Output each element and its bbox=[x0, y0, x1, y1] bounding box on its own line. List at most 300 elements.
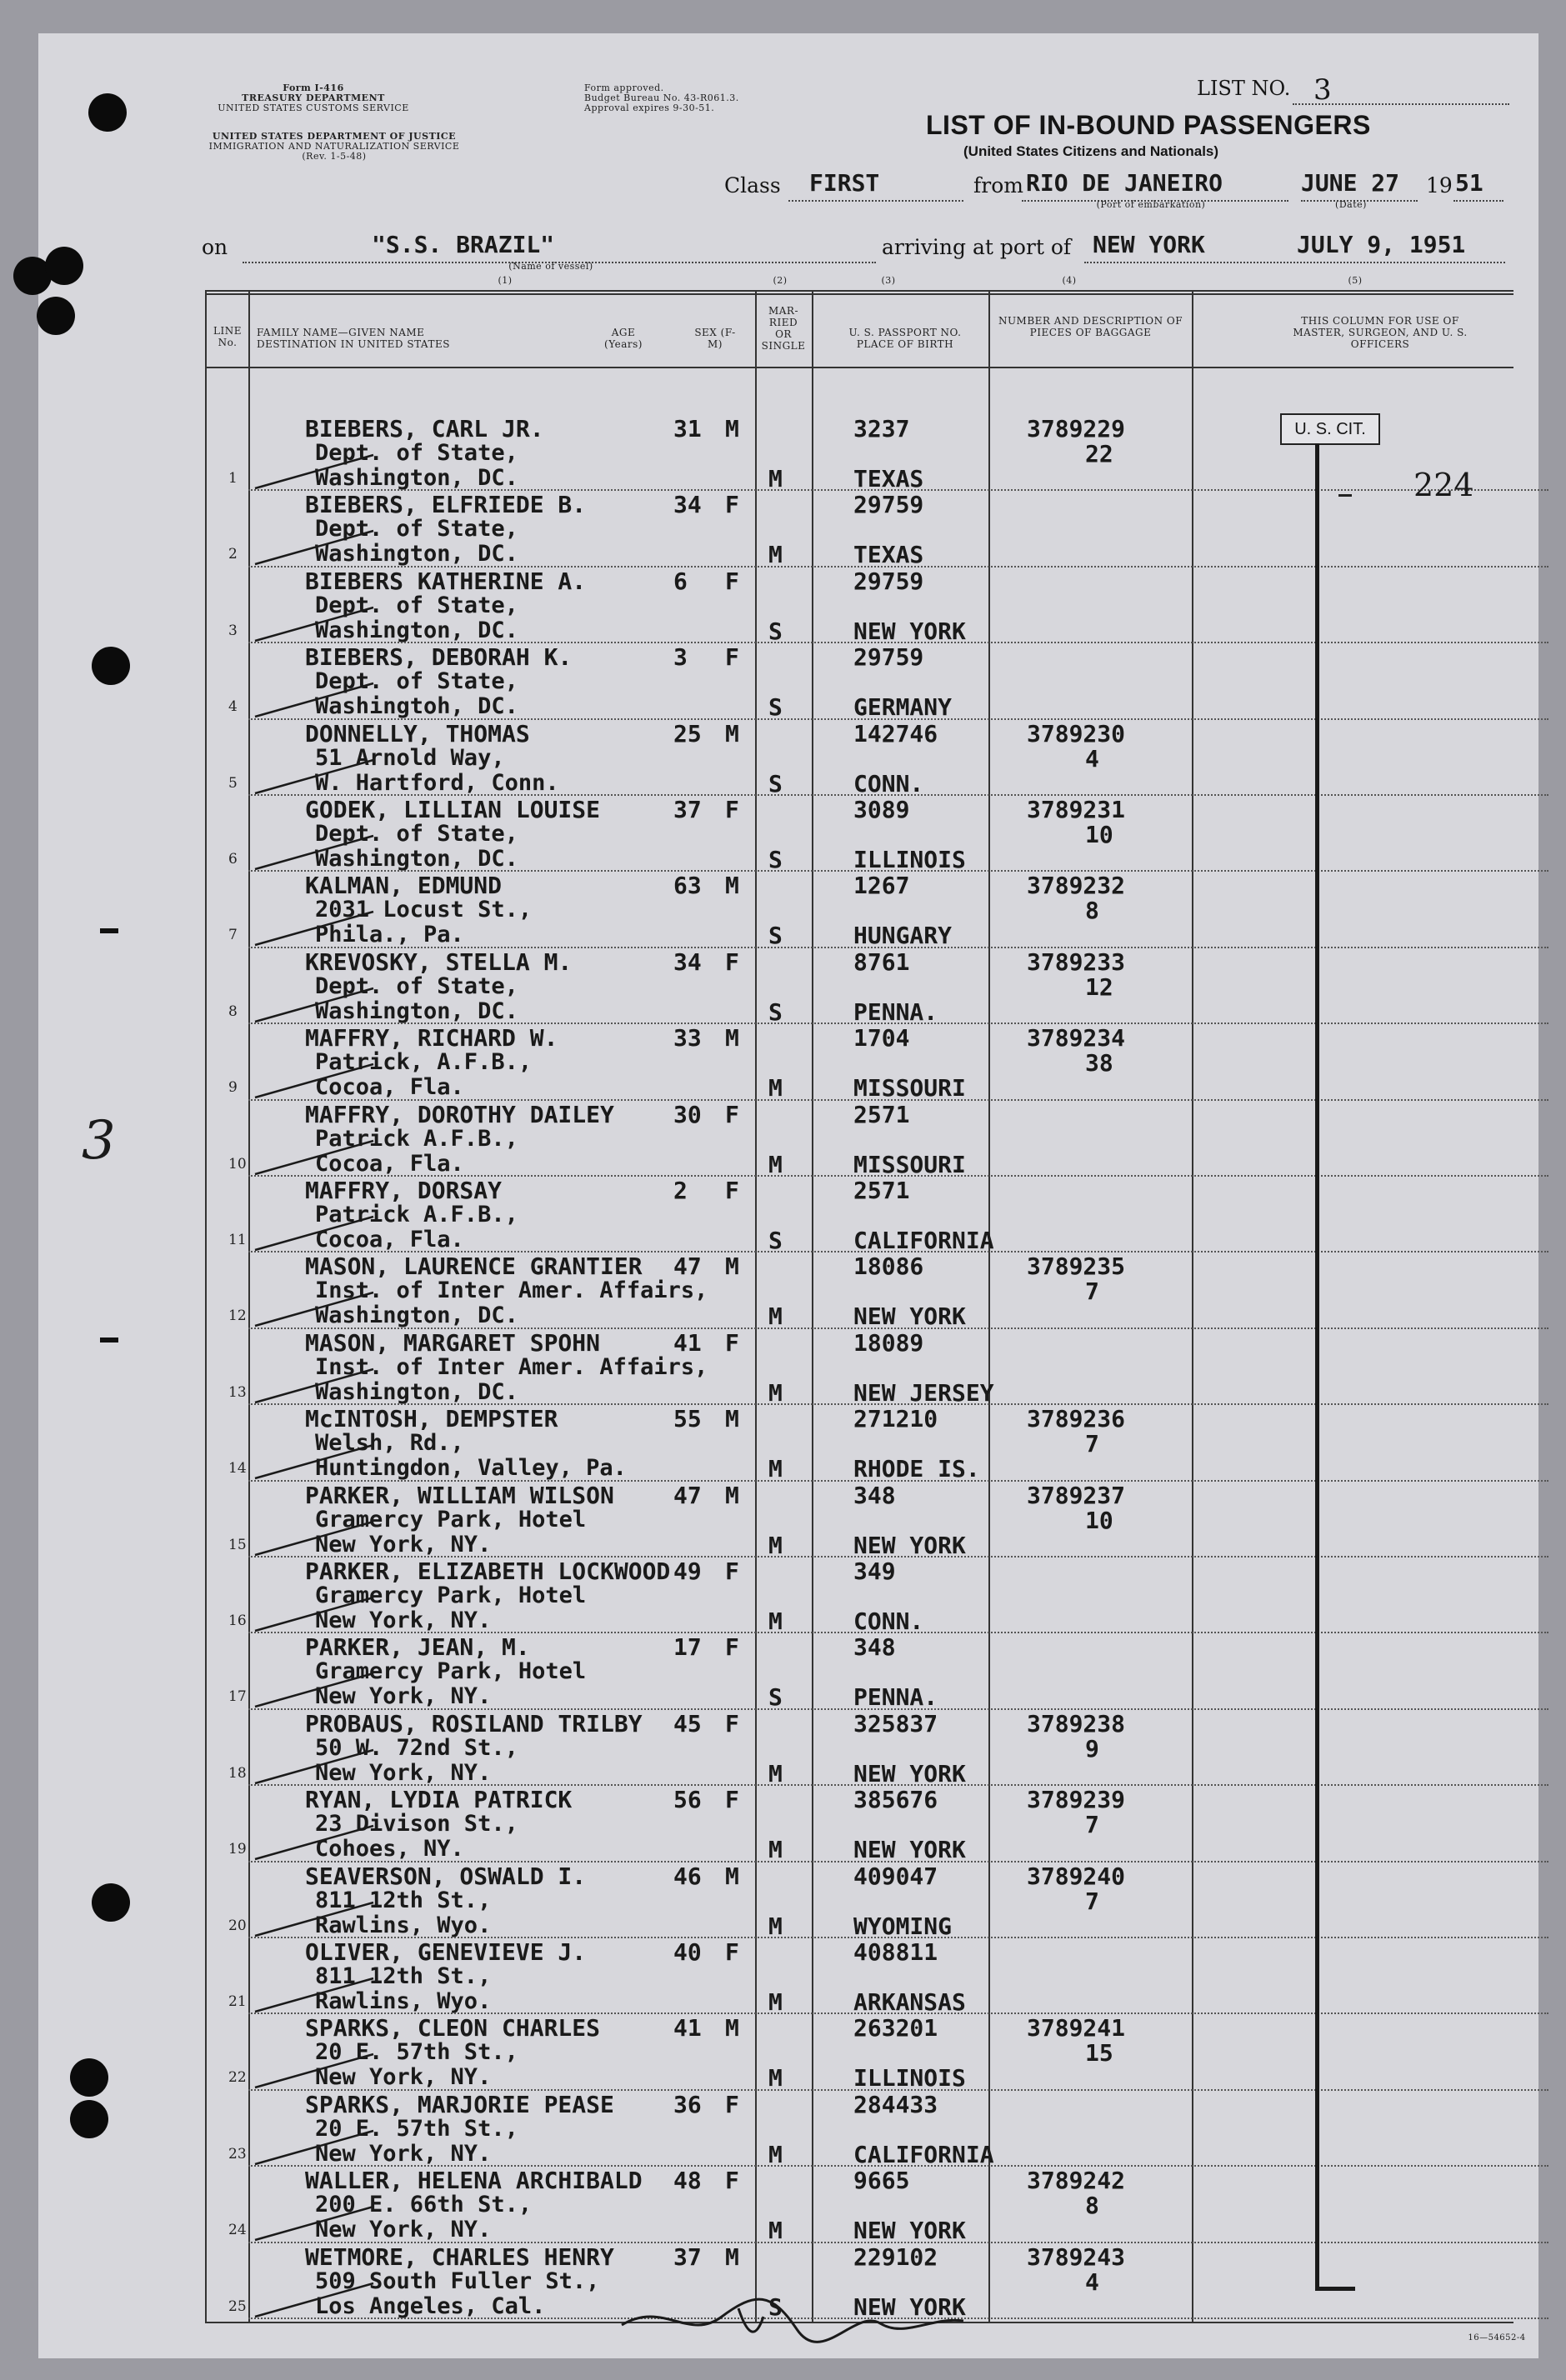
line-number: 4 bbox=[228, 698, 238, 716]
manifest-sheet bbox=[38, 33, 1538, 2358]
passport-number: 2571 bbox=[853, 1100, 910, 1128]
from-label: from bbox=[973, 173, 1023, 198]
age-value: 25 bbox=[673, 719, 702, 748]
sex-value: M bbox=[725, 1405, 739, 1433]
age-value: 2 bbox=[673, 1177, 688, 1204]
passport-number: 1704 bbox=[853, 1024, 910, 1052]
place-of-birth: ARKANSAS bbox=[853, 1988, 966, 2016]
sex-value: F bbox=[725, 1177, 739, 1204]
sex-value: F bbox=[725, 1786, 739, 1814]
passport-number: 18089 bbox=[853, 1328, 924, 1357]
form-approved: Form approved. bbox=[584, 82, 664, 93]
port-embarkation-caption: (Port of embarkation) bbox=[1096, 199, 1206, 210]
embark-date-caption: (Date) bbox=[1335, 199, 1367, 210]
list-no-label: LIST NO. bbox=[1197, 77, 1291, 100]
destination-line-1: Gramercy Park, Hotel bbox=[315, 1582, 587, 1608]
passenger-name: BIEBERS, ELFRIEDE B. bbox=[305, 491, 587, 519]
destination-line-1: Dept. of State, bbox=[315, 440, 518, 466]
approval-expires: Approval expires 9-30-51. bbox=[584, 102, 715, 113]
binder-hole bbox=[70, 2100, 108, 2138]
age-value: 47 bbox=[673, 1252, 702, 1281]
count-dash bbox=[1338, 494, 1352, 497]
passenger-name: BIEBERS, DEBORAH K. bbox=[305, 643, 573, 672]
destination-line-2: Los Angeles, Cal. bbox=[315, 2292, 546, 2319]
justice-dept: UNITED STATES DEPARTMENT OF JUSTICE bbox=[212, 131, 457, 142]
destination-line-1: Inst. of Inter Amer. Affairs, bbox=[315, 1278, 708, 1304]
margin-dash bbox=[100, 1338, 118, 1342]
place-of-birth: PENNA. bbox=[853, 998, 938, 1026]
sex-value: M bbox=[725, 415, 739, 442]
passport-number: 325837 bbox=[853, 1709, 938, 1738]
age-value: 37 bbox=[673, 796, 702, 823]
passport-number: 284433 bbox=[853, 2090, 938, 2118]
class-value: FIRST bbox=[809, 169, 880, 197]
col-header-officers: THIS COLUMN FOR USE OF MASTER, SURGEON, AND U. S. OFFICERS bbox=[1293, 315, 1468, 350]
passport-number: 3089 bbox=[853, 796, 910, 823]
line-number: 20 bbox=[228, 1917, 247, 1934]
destination-line-2: Washington, DC. bbox=[315, 846, 518, 872]
passport-number: 3237 bbox=[853, 415, 910, 442]
passenger-name: OLIVER, GENEVIEVE J. bbox=[305, 1938, 587, 1966]
line-number: 14 bbox=[228, 1460, 247, 1478]
age-value: 17 bbox=[673, 1633, 702, 1662]
passport-number: 2571 bbox=[853, 1177, 910, 1204]
check-mark bbox=[248, 2277, 382, 2327]
passenger-name: SEAVERSON, OSWALD I. bbox=[305, 1862, 587, 1890]
line-number: 18 bbox=[228, 1764, 247, 1782]
passenger-name: PROBAUS, ROSILAND TRILBY bbox=[305, 1709, 643, 1738]
destination-line-1: Patrick, A.F.B., bbox=[315, 1049, 533, 1076]
binder-hole bbox=[70, 2058, 108, 2097]
marital-status: M bbox=[768, 2140, 783, 2168]
destination-line-2: Washington, DC. bbox=[315, 617, 518, 643]
passport-number: 348 bbox=[853, 1481, 896, 1509]
margin-handwritten-mark: 3 bbox=[82, 1110, 116, 1172]
age-value: 3 bbox=[673, 643, 688, 672]
age-value: 41 bbox=[673, 1328, 702, 1357]
marital-status: M bbox=[768, 1074, 783, 1102]
passenger-name: MAFFRY, DOROTHY DAILEY bbox=[305, 1100, 614, 1128]
list-no-value: 3 bbox=[1313, 73, 1332, 107]
destination-line-2: Washington, DC. bbox=[315, 998, 518, 1024]
col-header-passport: U. S. PASSPORT NO. PLACE OF BIRTH bbox=[848, 327, 962, 350]
baggage-number: 3789234 bbox=[1027, 1024, 1126, 1052]
baggage-number: 3789240 bbox=[1027, 1862, 1126, 1890]
passenger-name: McINTOSH, DEMPSTER bbox=[305, 1405, 558, 1433]
passenger-name: BIEBERS KATHERINE A. bbox=[305, 567, 587, 595]
col-header-age: AGE (Years) bbox=[604, 327, 643, 350]
passenger-name: GODEK, LILLIAN LOUISE bbox=[305, 796, 601, 823]
page-subtitle: (United States Citizens and Nationals) bbox=[963, 143, 1219, 159]
destination-line-1: Dept. of State, bbox=[315, 972, 518, 999]
marital-status: M bbox=[768, 1302, 783, 1331]
destination-line-1: 2031 Locust St., bbox=[315, 897, 533, 923]
passport-number: 271210 bbox=[853, 1405, 938, 1433]
budget-bureau: Budget Bureau No. 43-R061.3. bbox=[584, 92, 739, 103]
marital-status: M bbox=[768, 465, 783, 492]
destination-line-2: New York, NY. bbox=[315, 2217, 492, 2243]
sex-value: F bbox=[725, 567, 739, 595]
passport-number: 8761 bbox=[853, 948, 910, 976]
marital-status: M bbox=[768, 1836, 783, 1864]
baggage-pieces: 8 bbox=[1085, 897, 1099, 925]
treasury-dept: TREASURY DEPARTMENT bbox=[242, 92, 385, 103]
passenger-name: MASON, LAURENCE GRANTIER bbox=[305, 1252, 643, 1281]
place-of-birth: NEW YORK bbox=[853, 1302, 966, 1331]
footer-code: 16—54652-4 bbox=[1468, 2333, 1526, 2342]
col-header-line-no: LINE No. bbox=[213, 325, 242, 348]
line-number: 13 bbox=[228, 1383, 247, 1401]
baggage-number: 3789233 bbox=[1027, 948, 1126, 976]
place-of-birth: NEW YORK bbox=[853, 617, 966, 645]
passport-number: 18086 bbox=[853, 1252, 924, 1281]
passenger-name: PARKER, ELIZABETH LOCKWOOD bbox=[305, 1558, 671, 1585]
binder-hole bbox=[37, 297, 75, 335]
passport-number: 1267 bbox=[853, 872, 910, 900]
arrival-port: NEW YORK bbox=[1093, 231, 1205, 258]
destination-line-2: New York, NY. bbox=[315, 2064, 492, 2091]
line-number: 9 bbox=[228, 1079, 238, 1097]
destination-line-1: Gramercy Park, Hotel bbox=[315, 1506, 587, 1532]
officer-bracket-line bbox=[1315, 443, 1319, 2290]
baggage-pieces: 4 bbox=[1085, 2268, 1099, 2296]
destination-line-1: Dept. of State, bbox=[315, 516, 518, 542]
marital-status: M bbox=[768, 541, 783, 569]
baggage-pieces: 4 bbox=[1085, 744, 1099, 772]
marital-status: S bbox=[768, 1227, 783, 1254]
age-value: 41 bbox=[673, 2014, 702, 2042]
port-embarkation: RIO DE JANEIRO bbox=[1026, 169, 1223, 197]
age-value: 48 bbox=[673, 2167, 702, 2195]
form-header-left bbox=[188, 83, 438, 113]
col-header-sex: SEX (F-M) bbox=[694, 327, 736, 350]
destination-line-1: 51 Arnold Way, bbox=[315, 744, 505, 771]
form-number: Form I-416 bbox=[283, 82, 344, 93]
arriving-label: arriving at port of bbox=[882, 235, 1072, 259]
sex-value: M bbox=[725, 2014, 739, 2042]
passenger-name: PARKER, WILLIAM WILSON bbox=[305, 1481, 614, 1509]
baggage-number: 3789241 bbox=[1027, 2014, 1126, 2042]
baggage-pieces: 12 bbox=[1085, 972, 1113, 1001]
binder-hole bbox=[92, 1883, 130, 1922]
destination-line-2: Cocoa, Fla. bbox=[315, 1227, 464, 1252]
marital-status: M bbox=[768, 1608, 783, 1635]
destination-line-2: Huntingdon, Valley, Pa. bbox=[315, 1455, 627, 1482]
destination-line-1: Dept. of State, bbox=[315, 821, 518, 847]
place-of-birth: NEW YORK bbox=[853, 1531, 966, 1559]
place-of-birth: MISSOURI bbox=[853, 1074, 966, 1102]
age-value: 36 bbox=[673, 2090, 702, 2118]
destination-line-1: Inst. of Inter Amer. Affairs, bbox=[315, 1353, 708, 1380]
place-of-birth: RHODE IS. bbox=[853, 1455, 980, 1483]
destination-line-2: Cocoa, Fla. bbox=[315, 1074, 464, 1101]
place-of-birth: CONN. bbox=[853, 769, 924, 798]
baggage-pieces: 22 bbox=[1085, 440, 1113, 468]
sex-value: F bbox=[725, 1709, 739, 1738]
destination-line-1: Dept. of State, bbox=[315, 668, 518, 695]
baggage-number: 3789229 bbox=[1027, 415, 1126, 442]
destination-line-1: 811 12th St., bbox=[315, 1887, 492, 1913]
citizen-count: 224 bbox=[1413, 467, 1474, 503]
marital-status: S bbox=[768, 922, 783, 950]
binder-hole bbox=[92, 647, 130, 685]
destination-line-1: Patrick A.F.B., bbox=[315, 1125, 518, 1152]
line-number: 3 bbox=[228, 622, 238, 639]
age-value: 33 bbox=[673, 1024, 702, 1052]
place-of-birth: NEW YORK bbox=[853, 2292, 966, 2321]
destination-line-1: 509 South Fuller St., bbox=[315, 2268, 600, 2294]
line-number: 11 bbox=[228, 1232, 247, 1248]
place-of-birth: CONN. bbox=[853, 1608, 924, 1635]
age-value: 55 bbox=[673, 1405, 702, 1433]
sex-value: F bbox=[725, 2167, 739, 2195]
form-revision: (Rev. 1-5-48) bbox=[302, 151, 367, 162]
marital-status: S bbox=[768, 1683, 783, 1712]
baggage-pieces: 7 bbox=[1085, 1430, 1099, 1458]
baggage-number: 3789242 bbox=[1027, 2167, 1126, 2195]
baggage-pieces: 10 bbox=[1085, 1506, 1113, 1534]
line-number: 10 bbox=[228, 1155, 247, 1172]
line-number: 24 bbox=[228, 2222, 247, 2239]
line-number: 19 bbox=[228, 1841, 247, 1858]
us-citizen-stamp-text: U. S. CIT. bbox=[1294, 420, 1366, 438]
place-of-birth: ILLINOIS bbox=[853, 846, 966, 873]
line-number: 12 bbox=[228, 1308, 247, 1325]
baggage-number: 3789243 bbox=[1027, 2242, 1126, 2271]
passport-number: 142746 bbox=[853, 719, 938, 748]
destination-line-2: New York, NY. bbox=[315, 1759, 492, 1786]
baggage-pieces: 7 bbox=[1085, 1811, 1099, 1839]
form-approval bbox=[584, 83, 739, 113]
line-number: 5 bbox=[228, 774, 238, 792]
passenger-name: SPARKS, CLEON CHARLES bbox=[305, 2014, 601, 2042]
sex-value: M bbox=[725, 1862, 739, 1890]
passport-number: 263201 bbox=[853, 2014, 938, 2042]
us-citizen-stamp bbox=[1280, 413, 1380, 445]
baggage-number: 3789232 bbox=[1027, 872, 1126, 900]
margin-dash bbox=[100, 928, 118, 933]
age-value: 37 bbox=[673, 2242, 702, 2271]
baggage-pieces: 8 bbox=[1085, 2192, 1099, 2220]
place-of-birth: NEW JERSEY bbox=[853, 1378, 994, 1407]
passenger-name: KALMAN, EDMUND bbox=[305, 872, 503, 900]
sex-value: F bbox=[725, 643, 739, 672]
destination-line-1: Patrick A.F.B., bbox=[315, 1202, 518, 1228]
place-of-birth: WYOMING bbox=[853, 1912, 953, 1940]
baggage-number: 3789235 bbox=[1027, 1252, 1126, 1281]
line-number: 2 bbox=[228, 546, 238, 563]
passenger-name: PARKER, JEAN, M. bbox=[305, 1633, 530, 1662]
immigration-service: IMMIGRATION AND NATURALIZATION SERVICE bbox=[208, 141, 460, 152]
marital-status: M bbox=[768, 1150, 783, 1178]
passport-number: 348 bbox=[853, 1633, 896, 1662]
baggage-pieces: 10 bbox=[1085, 821, 1113, 848]
col-num-1: (1) bbox=[498, 275, 513, 286]
age-value: 63 bbox=[673, 872, 702, 900]
line-number: 22 bbox=[228, 2069, 247, 2087]
marital-status: S bbox=[768, 617, 783, 645]
passport-number: 408811 bbox=[853, 1938, 938, 1966]
sex-value: M bbox=[725, 1481, 739, 1509]
passenger-name: MASON, MARGARET SPOHN bbox=[305, 1328, 601, 1357]
destination-line-2: Washington, DC. bbox=[315, 541, 518, 568]
passenger-name: WALLER, HELENA ARCHIBALD bbox=[305, 2167, 643, 2195]
line-number: 23 bbox=[228, 2145, 247, 2162]
col-header-baggage: NUMBER AND DESCRIPTION OF PIECES OF BAGGAGE bbox=[998, 315, 1183, 338]
destination-line-2: Cohoes, NY. bbox=[315, 1836, 464, 1862]
place-of-birth: MISSOURI bbox=[853, 1150, 966, 1178]
destination-line-2: New York, NY. bbox=[315, 2140, 492, 2167]
marital-status: S bbox=[768, 846, 783, 873]
line-number: 16 bbox=[228, 1612, 247, 1629]
class-label: Class bbox=[724, 173, 781, 198]
destination-line-2: Washingtoh, DC. bbox=[315, 693, 518, 720]
age-value: 47 bbox=[673, 1481, 702, 1509]
marital-status: M bbox=[768, 1912, 783, 1940]
sex-value: M bbox=[725, 1252, 739, 1281]
destination-line-2: Washington, DC. bbox=[315, 465, 518, 491]
form-header-left-2 bbox=[197, 132, 472, 162]
age-value: 34 bbox=[673, 491, 702, 519]
place-of-birth: NEW YORK bbox=[853, 1759, 966, 1788]
sex-value: F bbox=[725, 1938, 739, 1966]
arrival-date: JULY 9, 1951 bbox=[1297, 231, 1466, 258]
page-title: LIST OF IN-BOUND PASSENGERS bbox=[926, 110, 1371, 140]
sex-value: M bbox=[725, 872, 739, 900]
customs-service: UNITED STATES CUSTOMS SERVICE bbox=[218, 102, 409, 113]
col-num-5: (5) bbox=[1348, 275, 1363, 286]
line-number: 6 bbox=[228, 851, 238, 868]
passport-number: 29759 bbox=[853, 491, 924, 519]
baggage-number: 3789238 bbox=[1027, 1709, 1126, 1738]
destination-line-2: Rawlins, Wyo. bbox=[315, 1912, 492, 1938]
destination-line-1: 20 E. 57th St., bbox=[315, 2115, 518, 2142]
col-num-4: (4) bbox=[1062, 275, 1077, 286]
sex-value: F bbox=[725, 491, 739, 519]
age-value: 34 bbox=[673, 948, 702, 976]
destination-line-1: 50 W. 72nd St., bbox=[315, 1734, 518, 1761]
passenger-name: RYAN, LYDIA PATRICK bbox=[305, 1786, 573, 1814]
destination-line-2: Washington, DC. bbox=[315, 1302, 518, 1329]
passenger-name: MAFFRY, DORSAY bbox=[305, 1177, 503, 1204]
line-number: 8 bbox=[228, 1002, 238, 1020]
sex-value: M bbox=[725, 1024, 739, 1052]
passport-number: 9665 bbox=[853, 2167, 910, 2195]
age-value: 40 bbox=[673, 1938, 702, 1966]
line-number: 17 bbox=[228, 1688, 247, 1706]
marital-status: M bbox=[768, 1455, 783, 1483]
baggage-number: 3789237 bbox=[1027, 1481, 1126, 1509]
marital-status: M bbox=[768, 2064, 783, 2092]
embark-date: JUNE 27 bbox=[1301, 169, 1400, 197]
place-of-birth: CALIFORNIA bbox=[853, 2140, 994, 2168]
marital-status: S bbox=[768, 998, 783, 1026]
place-of-birth: NEW YORK bbox=[853, 1836, 966, 1864]
sex-value: M bbox=[725, 719, 739, 748]
sex-value: F bbox=[725, 1100, 739, 1128]
sex-value: F bbox=[725, 2090, 739, 2118]
place-of-birth: PENNA. bbox=[853, 1683, 938, 1712]
place-of-birth: ILLINOIS bbox=[853, 2064, 966, 2092]
destination-line-1: 20 E. 57th St., bbox=[315, 2039, 518, 2066]
binder-hole bbox=[45, 247, 83, 285]
sex-value: F bbox=[725, 1558, 739, 1585]
sex-value: F bbox=[725, 948, 739, 976]
marital-status: S bbox=[768, 2292, 783, 2321]
destination-line-1: Gramercy Park, Hotel bbox=[315, 1658, 587, 1685]
marital-status: M bbox=[768, 1378, 783, 1407]
passport-number: 229102 bbox=[853, 2242, 938, 2271]
signature bbox=[613, 2283, 980, 2350]
baggage-pieces: 7 bbox=[1085, 1887, 1099, 1915]
col-num-2: (2) bbox=[773, 275, 788, 286]
vessel-caption: (Name of vessel) bbox=[508, 261, 593, 272]
age-value: 49 bbox=[673, 1558, 702, 1585]
sex-value: F bbox=[725, 796, 739, 823]
destination-line-2: New York, NY. bbox=[315, 1531, 492, 1558]
baggage-pieces: 15 bbox=[1085, 2039, 1113, 2068]
line-number: 15 bbox=[228, 1536, 247, 1553]
destination-line-2: Cocoa, Fla. bbox=[315, 1150, 464, 1177]
destination-line-1: 23 Divison St., bbox=[315, 1811, 518, 1838]
place-of-birth: CALIFORNIA bbox=[853, 1227, 994, 1254]
place-of-birth: NEW YORK bbox=[853, 2217, 966, 2245]
passport-number: 29759 bbox=[853, 567, 924, 595]
place-of-birth: HUNGARY bbox=[853, 922, 953, 950]
col-header-married: MAR-RIED OR SINGLE bbox=[761, 305, 806, 352]
line-number: 7 bbox=[228, 927, 238, 944]
age-value: 30 bbox=[673, 1100, 702, 1128]
passenger-name: BIEBERS, CARL JR. bbox=[305, 415, 544, 442]
marital-status: S bbox=[768, 769, 783, 798]
baggage-pieces: 9 bbox=[1085, 1734, 1099, 1762]
col-header-name: FAMILY NAME—GIVEN NAME DESTINATION IN UNITED STATES bbox=[257, 327, 450, 350]
passenger-name: DONNELLY, THOMAS bbox=[305, 719, 530, 748]
destination-line-2: Washington, DC. bbox=[315, 1378, 518, 1405]
place-of-birth: TEXAS bbox=[853, 541, 924, 569]
line-number: 25 bbox=[228, 2298, 247, 2315]
sex-value: F bbox=[725, 1633, 739, 1662]
destination-line-1: 811 12th St., bbox=[315, 1963, 492, 1989]
baggage-number: 3789231 bbox=[1027, 796, 1126, 823]
destination-line-2: Rawlins, Wyo. bbox=[315, 1988, 492, 2014]
passport-number: 385676 bbox=[853, 1786, 938, 1814]
destination-line-1: 200 E. 66th St., bbox=[315, 2192, 533, 2218]
year-prefix: 19 bbox=[1426, 173, 1453, 198]
age-value: 56 bbox=[673, 1786, 702, 1814]
age-value: 31 bbox=[673, 415, 702, 442]
line-number: 21 bbox=[228, 1993, 247, 2010]
destination-line-2: Phila., Pa. bbox=[315, 922, 464, 948]
marital-status: S bbox=[768, 693, 783, 722]
place-of-birth: TEXAS bbox=[853, 465, 924, 492]
baggage-number: 3789230 bbox=[1027, 719, 1126, 748]
marital-status: M bbox=[768, 1531, 783, 1559]
baggage-number: 3789239 bbox=[1027, 1786, 1126, 1814]
place-of-birth: GERMANY bbox=[853, 693, 953, 722]
passenger-name: WETMORE, CHARLES HENRY bbox=[305, 2242, 614, 2271]
sex-value: M bbox=[725, 2242, 739, 2271]
sex-value: F bbox=[725, 1328, 739, 1357]
baggage-pieces: 7 bbox=[1085, 1278, 1099, 1306]
destination-line-2: W. Hartford, Conn. bbox=[315, 769, 559, 796]
passport-number: 409047 bbox=[853, 1862, 938, 1890]
destination-line-2: New York, NY. bbox=[315, 1608, 492, 1633]
destination-line-1: Dept. of State, bbox=[315, 592, 518, 618]
destination-line-1: Welsh, Rd., bbox=[315, 1430, 464, 1457]
year-suffix: 51 bbox=[1455, 169, 1483, 197]
vessel-name: "S.S. BRAZIL" bbox=[372, 231, 555, 258]
